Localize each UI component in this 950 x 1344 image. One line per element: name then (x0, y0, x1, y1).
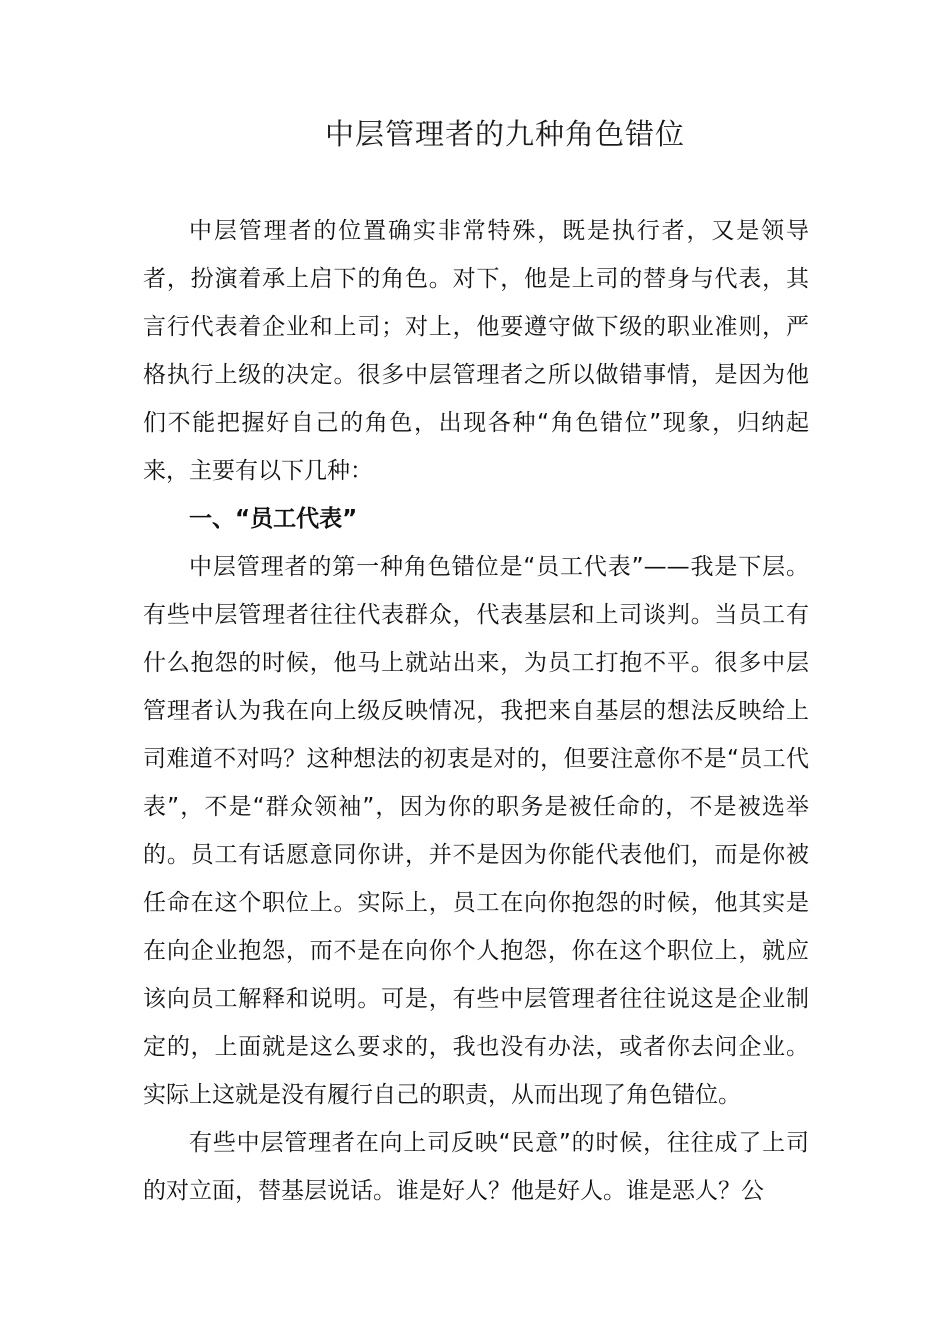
intro-paragraph: 中层管理者的位置确实非常特殊，既是执行者，又是领导者，扮演着承上启下的角色。对下，他是上司的替身与代表，其言行代表着企业和上司；对上，他要遵守做下级的职业准则，严格执行上级的决定。很多中层管理者之所以做错事情，是因为他们不能把握好自己的角色，出现各种“角色错位”现象，归纳起来，主要有以下几种： (143, 218, 809, 484)
section-paragraph-2: 有些中层管理者在向上司反映“民意”的时候，往往成了上司的对立面，替基层说话。谁是好人？他是好人。谁是恶人？公 (143, 1130, 809, 1204)
document-body (143, 207, 809, 1215)
section-heading: 一、“员工代表” (189, 506, 358, 532)
section-paragraph-1: 中层管理者的第一种角色错位是“员工代表”——我是下层。有些中层管理者往往代表群众，代表基层和上司谈判。当员工有什么抱怨的时候，他马上就站出来，为员工打抱不平。很多中层管理者认为我在向上级反映情况，我把来自基层的想法反映给上司难道不对吗？这种想法的初衷是对的，但要注意你不是“员工代表”，不是“群众领袖”，因为你的职务是被任命的，不是被选举的。员工有话愿意同你讲，并不是因为你能代表他们，而是你被任命在这个职位上。实际上，员工在向你抱怨的时候，他其实是在向企业抱怨，而不是在向你个人抱怨，你在这个职位上，就应该向员工解释和说明。可是，有些中层管理者往往说这是企业制定的，上面就是这么要求的，我也没有办法，或者你去问企业。实际上这就是没有履行自己的职责，从而出现了角色错位。 (143, 554, 809, 1108)
document-title: 中层管理者的九种角色错位 (324, 117, 685, 151)
